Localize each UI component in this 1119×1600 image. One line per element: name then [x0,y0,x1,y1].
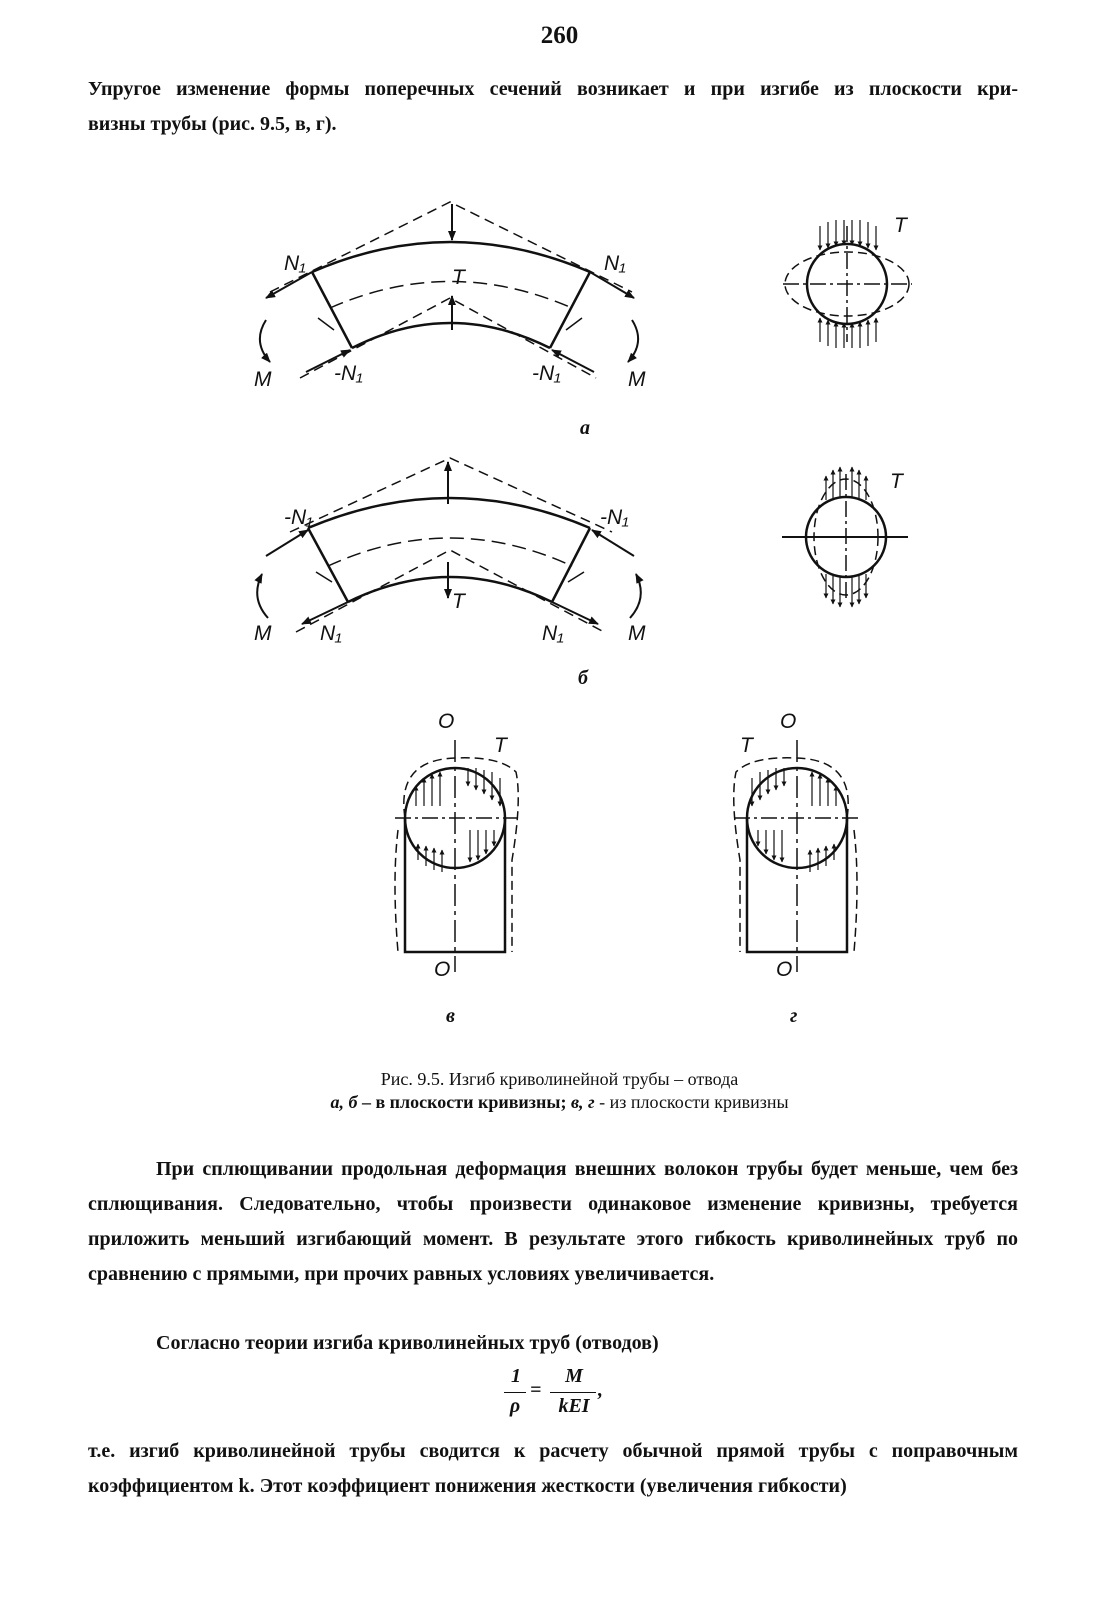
label-O-bottom-g: O [776,958,793,981]
sublabel-b: б [578,667,588,689]
label-M-left-b: M [254,622,272,645]
label-N1-left-b: N₁ [320,622,342,645]
caption-vg: в, г [570,1092,595,1112]
cross-section-a [783,220,912,348]
label-T-g: T [740,734,753,757]
intro-line-1: Упругое изменение формы поперечных сечений возникает и при изгибе из плоскости кри- [88,78,1018,100]
label-T-b: T [452,590,465,613]
label-T-a: T [452,266,465,289]
intro-line-2: визны трубы (рис. 9.5, в, г). [88,113,337,135]
label-N1-right-a: N₁ [604,252,626,275]
elbow-diagram-b [257,458,641,632]
label-minus-N1-right-a: -N₁ [532,362,561,385]
label-N1-left-a: N₁ [284,252,306,275]
out-of-plane-diagram-v [395,740,518,972]
caption-ab: а, б [330,1092,358,1112]
formula-equals: = [530,1379,542,1401]
label-T-v: T [494,734,507,757]
label-O-bottom-v: O [434,958,451,981]
label-M-right-a: M [628,368,646,391]
formula-comma: , [598,1379,603,1401]
label-minus-N1-left-a: -N₁ [334,362,363,385]
label-N1-right-b: N₁ [542,622,564,645]
sublabel-v: в [446,1005,455,1027]
sublabel-a: а [580,417,590,439]
label-M-right-b: M [628,622,646,645]
formula-numerator-1: 1 [511,1365,521,1387]
formula-numerator-M: M [565,1365,583,1387]
page-number: 260 [540,22,579,49]
label-minus-N1-left-b: -N₁ [284,506,313,529]
figure-caption [0,1068,1119,1114]
elbow-diagram-a [260,202,638,378]
formula-fraction-bar-2 [550,1392,596,1393]
caption-out-of-plane: - из плоскости кривизны [594,1092,789,1112]
label-T-section-b: T [890,470,903,493]
label-M-left-a: M [254,368,272,391]
caption-line-1: Рис. 9.5. Изгиб криволинейной трубы – отвода [380,1069,739,1089]
curvature-formula [500,1365,640,1425]
label-minus-N1-right-b: -N₁ [600,506,629,529]
label-T-section-a: T [894,214,907,237]
caption-line-2 [0,1091,1119,1114]
formula-fraction-bar-1 [504,1392,526,1393]
sublabel-g: г [790,1005,798,1027]
formula-denominator-rho: ρ [509,1395,521,1417]
formula-denominator-kEI: kEI [558,1395,590,1417]
out-of-plane-diagram-g [734,740,858,972]
body-paragraph-2: Согласно теории изгиба криволинейных труб (отводов) [156,1332,659,1354]
body-paragraph-1: При сплющивании продольная деформация внешних волокон трубы будет меньше, чем без сплющивания. Следовательно, чтобы произвести одинаковое изменение кривизны, требуется приложить меньший изгибающий момент. В результате этого гибкость криволинейных труб по сравнению с прямыми, при прочих равных условиях увеличивается. [88,1158,1018,1285]
label-O-top-g: O [780,710,797,733]
body-paragraph-3: т.е. изгиб криволинейной трубы сводится к расчету обычной прямой трубы с поправочным коэффициентом k. Этот коэффициент понижения жесткости (увеличения гибкости) [88,1440,1018,1497]
label-O-top-v: O [438,710,455,733]
caption-in-plane: – в плоскости кривизны; [357,1092,571,1112]
